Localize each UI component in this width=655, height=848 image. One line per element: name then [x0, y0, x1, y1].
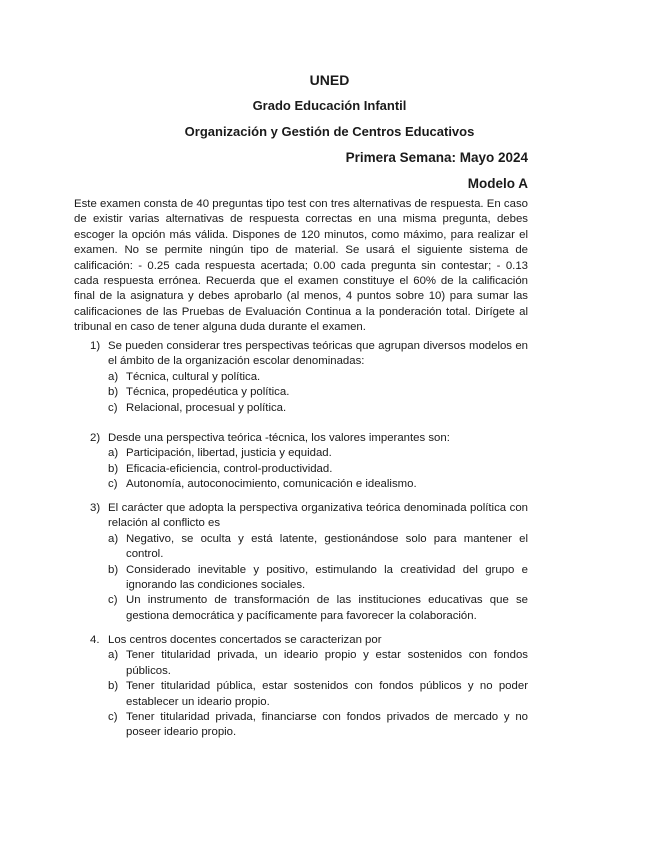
option-text: Técnica, cultural y política. — [126, 370, 261, 383]
degree-title: Grado Educación Infantil — [252, 98, 407, 113]
option-c — [108, 593, 528, 624]
option-letter: a) — [108, 447, 119, 460]
question-1 — [90, 339, 528, 416]
option-text: Autonomía, autoconocimiento, comunicación e idealismo. — [126, 478, 417, 491]
option-b — [108, 679, 528, 710]
option-letter: b) — [108, 462, 119, 475]
option-a — [108, 446, 528, 461]
option-text: Un instrumento de transformación de las instituciones educativas que se gestiona democrática y pacíficamente para favorecer la colaboración. — [126, 594, 528, 622]
option-text: Negativo, se oculta y está latente, gestionándose solo para mantener el control. — [126, 532, 528, 561]
question-text: Se pueden considerar tres perspectivas teóricas que agrupan diversos modelos en el ámbito de la organización escolar denominadas: — [108, 340, 528, 368]
question-text: Desde una perspectiva teórica -técnica, los valores imperantes son: — [108, 432, 450, 444]
question-number: 1) — [90, 340, 101, 352]
question-number: 3) — [90, 502, 101, 514]
question-2 — [90, 431, 528, 493]
option-text: Tener titularidad pública, estar sostenidos con fondos públicos y no poder establecer un ideario propio. — [126, 680, 528, 708]
option-b — [108, 563, 528, 594]
subject-title: Organización y Gestión de Centros Educativos — [184, 124, 475, 139]
exam-instructions: Este examen consta de 40 preguntas tipo test con tres alternativas de respuesta. En caso de existir varias alternativas de respuesta correctas en una misma pregunta, debes escoger la opción más válida. Dispones de 120 minutos, como máximo, para realizar el examen. No se permite ningún tipo de material. Se usará el siguiente sistema de calificación: - 0.25 cada respuesta acertada; 0.00 cada pregunta sin contestar; - 0.13 cada respuesta errónea. Recuerda que el examen constituye el 60% de la calificación final de la asignatura y debes aprobarlo (al menos, 4 puntos sobre 10) para sumar las calificaciones de las Pruebas de Evaluación Continua a la ponderación total. Dirígete al tribunal en caso de tener alguna duda durante el examen. — [74, 198, 528, 334]
option-b — [108, 385, 528, 400]
option-letter: b) — [108, 680, 119, 693]
option-text: Considerado inevitable y positivo, estimulando la creatividad del grupo e ignorando las condiciones sociales. — [126, 563, 528, 592]
option-letter: b) — [108, 563, 119, 576]
option-text: Participación, libertad, justicia y equidad. — [126, 447, 332, 460]
question-text: Los centros docentes concertados se caracterizan por — [108, 634, 382, 646]
option-letter: b) — [108, 386, 119, 399]
question-number: 4. — [90, 634, 100, 646]
question-3 — [90, 501, 528, 624]
option-letter: c) — [108, 594, 118, 607]
option-letter: a) — [108, 370, 119, 383]
session-label: Primera Semana: Mayo 2024 — [345, 150, 528, 165]
option-text: Relacional, procesual y política. — [126, 401, 287, 414]
question-number: 2) — [90, 432, 101, 444]
option-b — [108, 462, 528, 477]
option-text: Eficacia-eficiencia, control-productividad. — [126, 462, 333, 475]
option-a — [108, 648, 528, 679]
model-label: Modelo A — [467, 176, 528, 191]
option-letter: a) — [108, 649, 119, 662]
option-c — [108, 710, 528, 741]
option-a — [108, 370, 528, 385]
option-text: Técnica, propedéutica y política. — [126, 386, 290, 399]
option-c — [108, 401, 528, 416]
institution-title: UNED — [309, 72, 350, 88]
option-letter: c) — [108, 478, 118, 491]
option-letter: c) — [108, 401, 118, 414]
option-text: Tener titularidad privada, financiarse con fondos privados de mercado y no poseer ideario propio. — [126, 711, 528, 739]
option-c — [108, 477, 528, 492]
option-letter: a) — [108, 532, 119, 545]
option-text: Tener titularidad privada, un ideario propio y estar sostenidos con fondos públicos. — [126, 649, 528, 677]
question-text: El carácter que adopta la perspectiva organizativa teórica denominada política con relación al conflicto es — [108, 502, 528, 530]
option-letter: c) — [108, 711, 118, 724]
question-4 — [90, 633, 528, 741]
option-a — [108, 532, 528, 563]
